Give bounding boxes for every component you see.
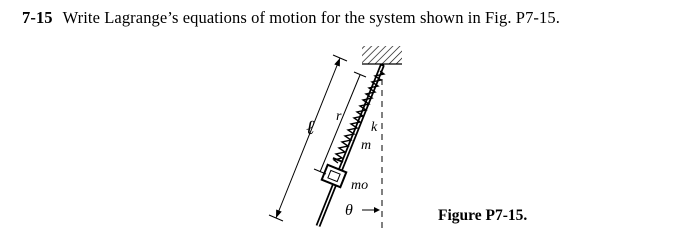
figure-caption: Figure P7-15. xyxy=(438,207,528,224)
problem-number: 7-15 xyxy=(22,8,53,27)
angle-arrow xyxy=(362,207,380,213)
label-base-mass-mo: mo xyxy=(351,178,369,193)
label-radius: r xyxy=(336,109,342,124)
spring xyxy=(334,71,384,163)
ceiling-support xyxy=(362,46,402,64)
label-spring-k: k xyxy=(371,120,378,135)
label-mass-m: m xyxy=(361,138,372,153)
label-length: ℓ xyxy=(306,117,315,139)
problem-statement: Write Lagrange’s equations of motion for the system shown in Fig. P7-15. xyxy=(62,8,560,27)
label-angle-theta: θ xyxy=(345,202,353,219)
